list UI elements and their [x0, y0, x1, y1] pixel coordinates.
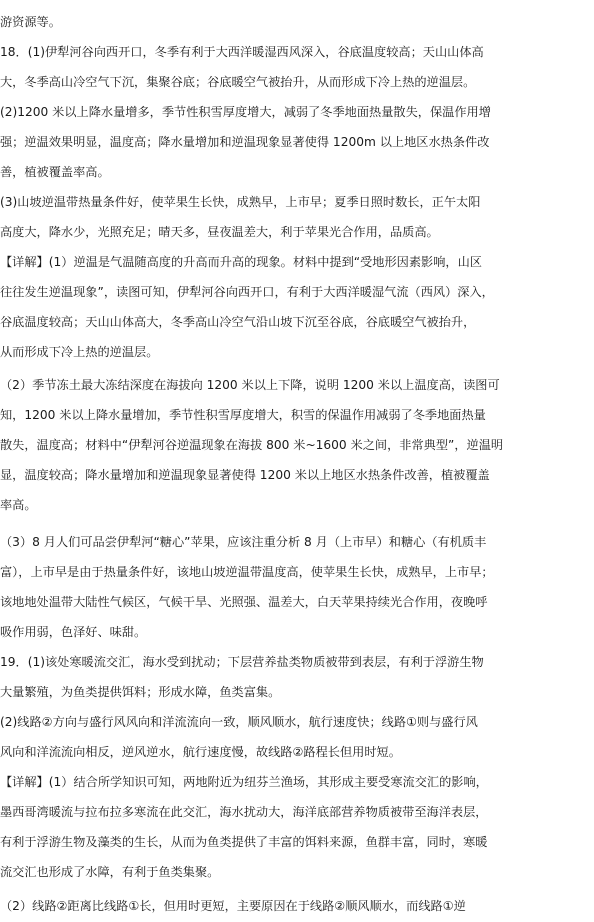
text-line: 18．(1)伊犁河谷向西开口，冬季有利于大西洋暖湿西风深入，谷底温度较高；天山山体高 — [0, 45, 484, 59]
text-line: （3）8 月人们可品尝伊犁河“糖心”苹果，应该注重分析 8 月（上市早）和糖心（有机质丰 — [0, 535, 487, 549]
text-line: 善，植被覆盖率高。 — [0, 165, 110, 179]
text-line: 率高。 — [0, 498, 37, 512]
text-line: 大量繁殖，为鱼类提供饵料；形成水障，鱼类富集。 — [0, 685, 281, 699]
text-line: (2)1200 米以上降水量增多，季节性积雪厚度增大，减弱了冬季地面热量散失，保温作用增 — [0, 105, 491, 119]
text-line: （2）线路②距离比线路①长，但用时更短，主要原因在于线路②顺风顺水，而线路①逆 — [0, 899, 466, 913]
text-line: 墨西哥湾暖流与拉布拉多寒流在此交汇，海水扰动大，海洋底部营养物质被带至海洋表层， — [0, 805, 488, 819]
text-line: 风向和洋流流向相反，逆风逆水，航行速度慢，故线路②路程长但用时短。 — [0, 745, 401, 759]
text-line: (2)线路②方向与盛行风风向和洋流流向一致，顺风顺水，航行速度快；线路①则与盛行风 — [0, 715, 478, 729]
text-line: 【详解】(1）逆温是气温随高度的升高而升高的现象。材料中提到“受地形因素影响，山区 — [0, 255, 482, 269]
text-line: (3)山坡逆温带热量条件好，使苹果生长快，成熟早，上市早；夏季日照时数长，正午太阳 — [0, 195, 481, 209]
text-line: 往往发生逆温现象”，读图可知，伊犁河谷向西开口，有利于大西洋暖湿气流（西风）深入， — [0, 285, 494, 299]
text-line: 从而形成下冷上热的逆温层。 — [0, 345, 159, 359]
text-line: 显，温度较高；降水量增加和逆温现象显著使得 1200 米以上地区水热条件改善，植被覆盖 — [0, 468, 490, 482]
text-line: 谷底温度较高；天山山体高大，冬季高山冷空气沿山坡下沉至谷底，谷底暖空气被抬升， — [0, 315, 476, 329]
text-line: 流交汇也形成了水障，有利于鱼类集聚。 — [0, 865, 220, 879]
text-line: 19．(1)该处寒暖流交汇，海水受到扰动；下层营养盐类物质被带到表层，有利于浮游生物 — [0, 655, 484, 669]
text-line: （2）季节冻土最大冻结深度在海拔向 1200 米以上下降，说明 1200 米以上温度高，读图可 — [0, 378, 500, 392]
text-line: 游资源等。 — [0, 15, 61, 29]
text-line: 有利于浮游生物及藻类的生长，从而为鱼类提供了丰富的饵料来源，鱼群丰富，同时，寒暖 — [0, 835, 488, 849]
text-line: 大，冬季高山冷空气下沉，集聚谷底；谷底暖空气被抬升，从而形成下冷上热的逆温层。 — [0, 75, 476, 89]
text-line: 富），上市早是由于热量条件好，该地山坡逆温带温度高，使苹果生长快，成熟早，上市早； — [0, 565, 494, 579]
text-line: 【详解】(1）结合所学知识可知，两地附近为纽芬兰渔场，其形成主要受寒流交汇的影响， — [0, 775, 488, 789]
text-line: 散失，温度高；材料中“伊犁河谷逆温现象在海拔 800 米~1600 米之间，非常典型”，逆温明 — [0, 438, 504, 452]
text-line: 知，1200 米以上降水量增加，季节性积雪厚度增大，积雪的保温作用减弱了冬季地面热量 — [0, 408, 486, 422]
text-line: 强；逆温效果明显，温度高；降水量增加和逆温现象显著使得 1200m 以上地区水热条件改 — [0, 135, 490, 149]
text-line: 吸作用弱，色泽好、味甜。 — [0, 625, 147, 639]
text-line: 高度大，降水少，光照充足；晴天多，昼夜温差大，利于苹果光合作用，品质高。 — [0, 225, 439, 239]
text-line: 该地地处温带大陆性气候区，气候干旱、光照强、温差大，白天苹果持续光合作用，夜晚呼 — [0, 595, 488, 609]
